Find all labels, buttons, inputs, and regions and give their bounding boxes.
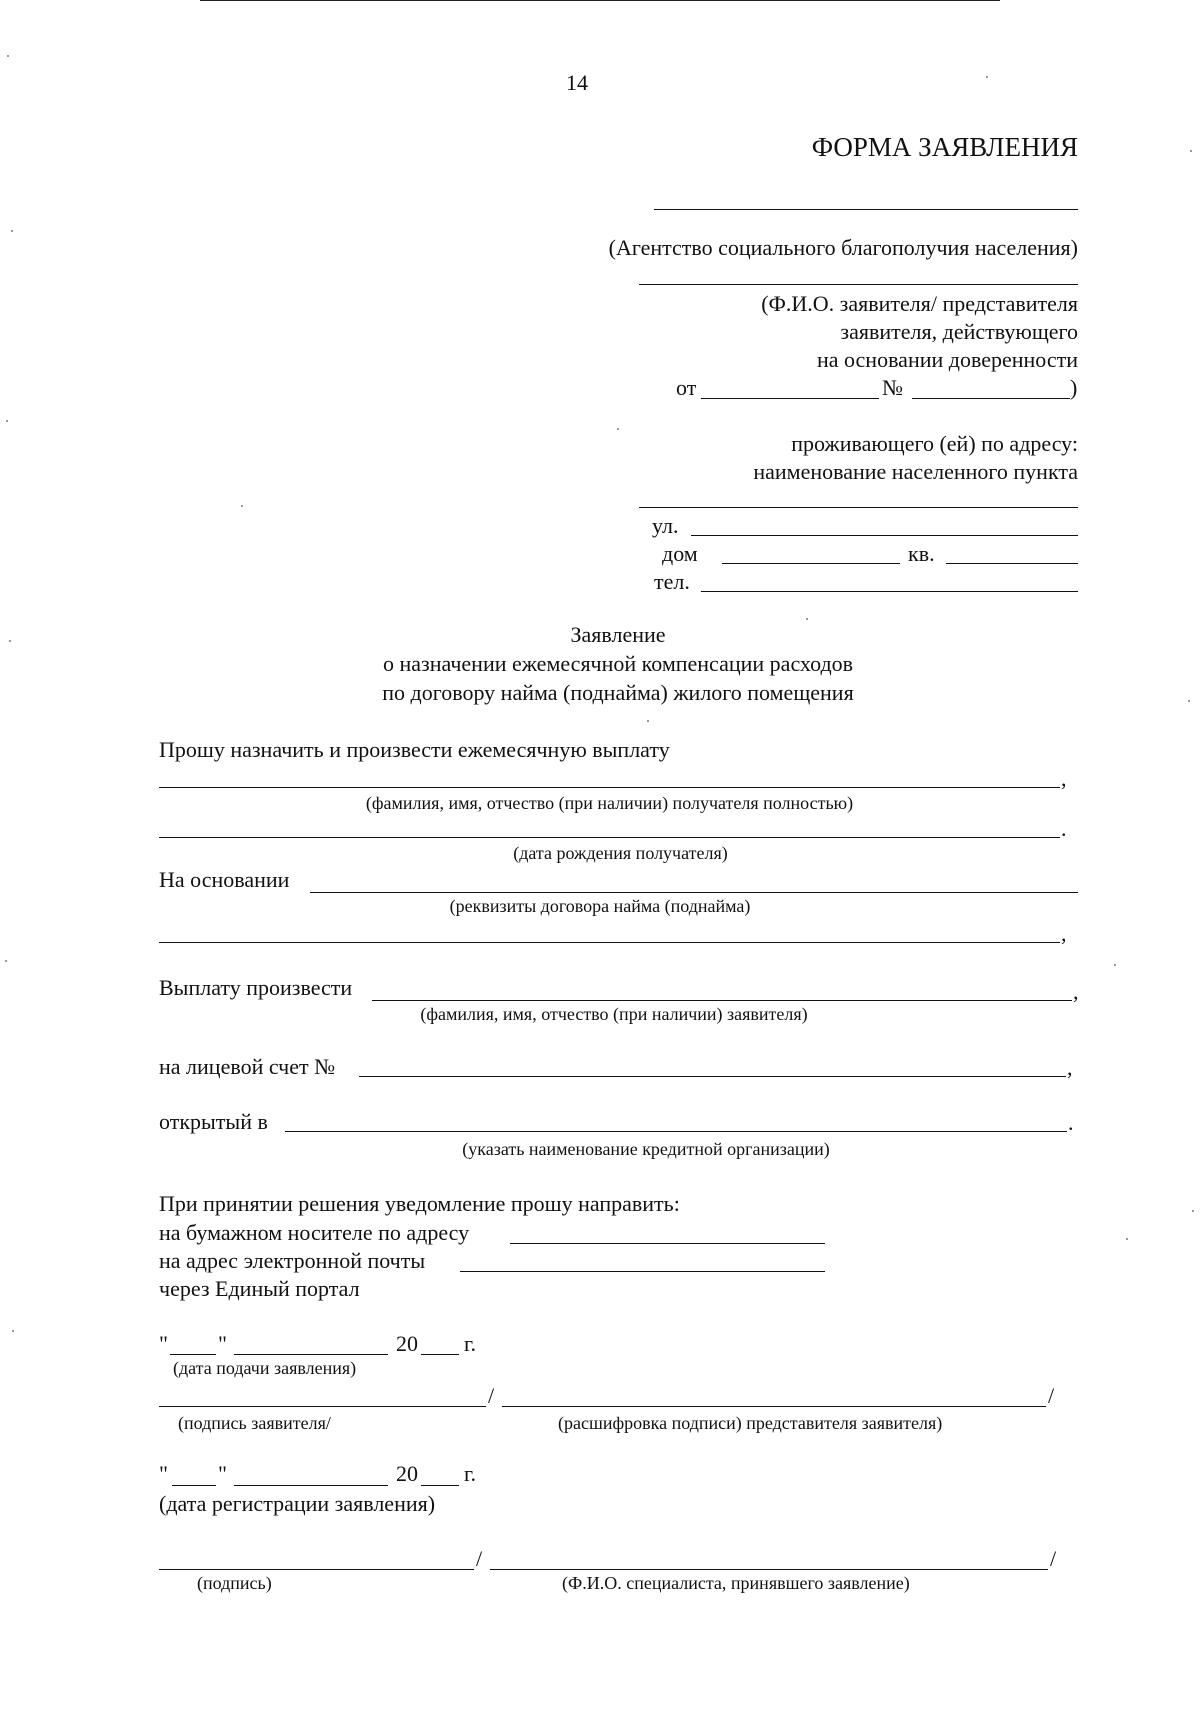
house-label: дом: [662, 541, 698, 566]
submission-year-suffix: г.: [464, 1331, 477, 1356]
phone-line[interactable]: [701, 591, 1078, 592]
recipient-fio-caption: (фамилия, имя, отчество (при наличии) получателя полностью): [365, 793, 854, 813]
scan-speck: [1126, 1238, 1128, 1240]
applicant-fio-line[interactable]: [372, 1000, 1072, 1001]
fio-line[interactable]: [639, 284, 1078, 285]
scan-speck: [9, 640, 11, 642]
birth-date-caption: (дата рождения получателя): [513, 843, 728, 863]
account-comma: ,: [1067, 1055, 1073, 1080]
submission-quote-open: ": [159, 1331, 168, 1356]
submission-year-prefix: 20: [396, 1331, 418, 1356]
bank-period: .: [1068, 1110, 1074, 1135]
basis-label: На основании: [159, 867, 290, 892]
scan-speck: [241, 505, 243, 507]
scan-speck: [6, 420, 8, 422]
registration-month-line[interactable]: [234, 1485, 388, 1486]
notify-label: При принятии решения уведомление прошу направить:: [159, 1191, 680, 1216]
signature-caption: (подпись): [197, 1573, 272, 1593]
phone-label: тел.: [654, 569, 690, 594]
applicant-fio-caption: (фамилия, имя, отчество (при наличии) заявителя): [420, 1004, 808, 1024]
payout-label: Выплату произвести: [159, 975, 353, 1000]
specialist-fio-slash: /: [1050, 1546, 1057, 1571]
signature-decoding-slash: /: [1048, 1383, 1055, 1408]
signature-decoding-caption: (расшифровка подписи) представителя заявителя): [558, 1413, 943, 1433]
portal-label: через Единый портал: [159, 1276, 360, 1301]
applicant-signature-slash: /: [488, 1383, 495, 1408]
number-sign: №: [882, 375, 903, 400]
submission-date-caption: (дата подачи заявления): [173, 1358, 357, 1378]
scan-speck: [5, 960, 7, 962]
submission-month-line[interactable]: [234, 1354, 388, 1355]
opened-label: открытый в: [159, 1109, 268, 1134]
power-of-attorney-date-line[interactable]: [701, 398, 879, 399]
registration-day-line[interactable]: [172, 1485, 216, 1486]
agency-line[interactable]: [654, 209, 1078, 210]
recipient-fio-line[interactable]: [159, 787, 1060, 788]
apartment-label: кв.: [908, 541, 935, 566]
statement-title: Заявление: [570, 622, 666, 647]
form-title: ФОРМА ЗАЯВЛЕНИЯ: [811, 132, 1078, 162]
scan-speck: [11, 230, 13, 232]
submission-quote-close: ": [218, 1331, 227, 1356]
scan-speck: [1192, 1210, 1194, 1212]
scan-speck: [1190, 150, 1192, 152]
email-label: на адрес электронной почты: [159, 1248, 426, 1273]
fio-caption-1: (Ф.И.О. заявителя/ представителя: [761, 291, 1078, 316]
close-paren: ): [1070, 375, 1078, 400]
bank-caption: (указать наименование кредитной организации): [462, 1139, 830, 1159]
request-text: Прошу назначить и произвести ежемесячную выплату: [159, 737, 670, 762]
contract-comma: ,: [1061, 921, 1067, 946]
contract-line[interactable]: [310, 892, 1078, 893]
fio-caption-2: заявителя, действующего: [840, 319, 1078, 344]
account-number-line[interactable]: [359, 1076, 1066, 1077]
page-number: 14: [566, 70, 588, 95]
statement-subtitle-1: о назначении ежемесячной компенсации расходов: [382, 651, 854, 676]
scan-top-edge: [200, 0, 1000, 1]
registration-year-prefix: 20: [396, 1461, 418, 1486]
registration-quote-open: ": [159, 1461, 168, 1486]
fio-caption-3: на основании доверенности: [816, 347, 1078, 372]
specialist-fio-line[interactable]: [490, 1569, 1048, 1570]
submission-year-line[interactable]: [421, 1354, 459, 1355]
residing-label: проживающего (ей) по адресу:: [791, 431, 1078, 456]
house-line[interactable]: [722, 563, 900, 564]
applicant-signature-caption: (подпись заявителя/: [178, 1413, 331, 1433]
applicant-signature-line[interactable]: [159, 1406, 486, 1407]
signature-decoding-line[interactable]: [502, 1406, 1046, 1407]
scan-speck: [986, 76, 988, 78]
specialist-signature-slash: /: [476, 1546, 483, 1571]
contract-caption: (реквизиты договора найма (поднайма): [449, 896, 751, 916]
registration-year-suffix: г.: [464, 1461, 477, 1486]
birth-date-period: .: [1061, 816, 1067, 841]
paper-address-line[interactable]: [510, 1243, 825, 1244]
from-label: от: [676, 375, 697, 400]
apartment-line[interactable]: [946, 563, 1078, 564]
settlement-label: наименование населенного пункта: [753, 459, 1078, 484]
power-of-attorney-number-line[interactable]: [912, 398, 1070, 399]
registration-year-line[interactable]: [421, 1485, 459, 1486]
payout-comma: ,: [1073, 979, 1079, 1004]
street-label: ул.: [652, 513, 679, 538]
paper-label: на бумажном носителе по адресу: [159, 1220, 470, 1245]
email-line[interactable]: [460, 1271, 825, 1272]
scan-speck: [1188, 700, 1190, 702]
account-label: на лицевой счет №: [159, 1054, 336, 1079]
registration-quote-close: ": [218, 1461, 227, 1486]
settlement-line[interactable]: [639, 507, 1078, 508]
bank-name-line[interactable]: [285, 1131, 1067, 1132]
specialist-caption: (Ф.И.О. специалиста, принявшего заявление): [562, 1573, 910, 1593]
scan-speck: [647, 720, 649, 722]
recipient-comma: ,: [1061, 766, 1067, 791]
birth-date-line[interactable]: [159, 837, 1060, 838]
contract-continuation-line[interactable]: [159, 942, 1060, 943]
specialist-signature-line[interactable]: [159, 1569, 474, 1570]
scan-speck: [617, 428, 619, 430]
statement-subtitle-2: по договору найма (поднайма) жилого помещения: [382, 680, 854, 705]
scan-speck: [806, 618, 808, 620]
scan-speck: [1114, 964, 1116, 966]
scan-speck: [7, 55, 9, 57]
submission-day-line[interactable]: [170, 1354, 216, 1355]
street-line[interactable]: [691, 535, 1078, 536]
registration-date-caption: (дата регистрации заявления): [159, 1491, 436, 1516]
agency-caption: (Агентство социального благополучия населения): [608, 235, 1078, 260]
scan-speck: [12, 1330, 14, 1332]
